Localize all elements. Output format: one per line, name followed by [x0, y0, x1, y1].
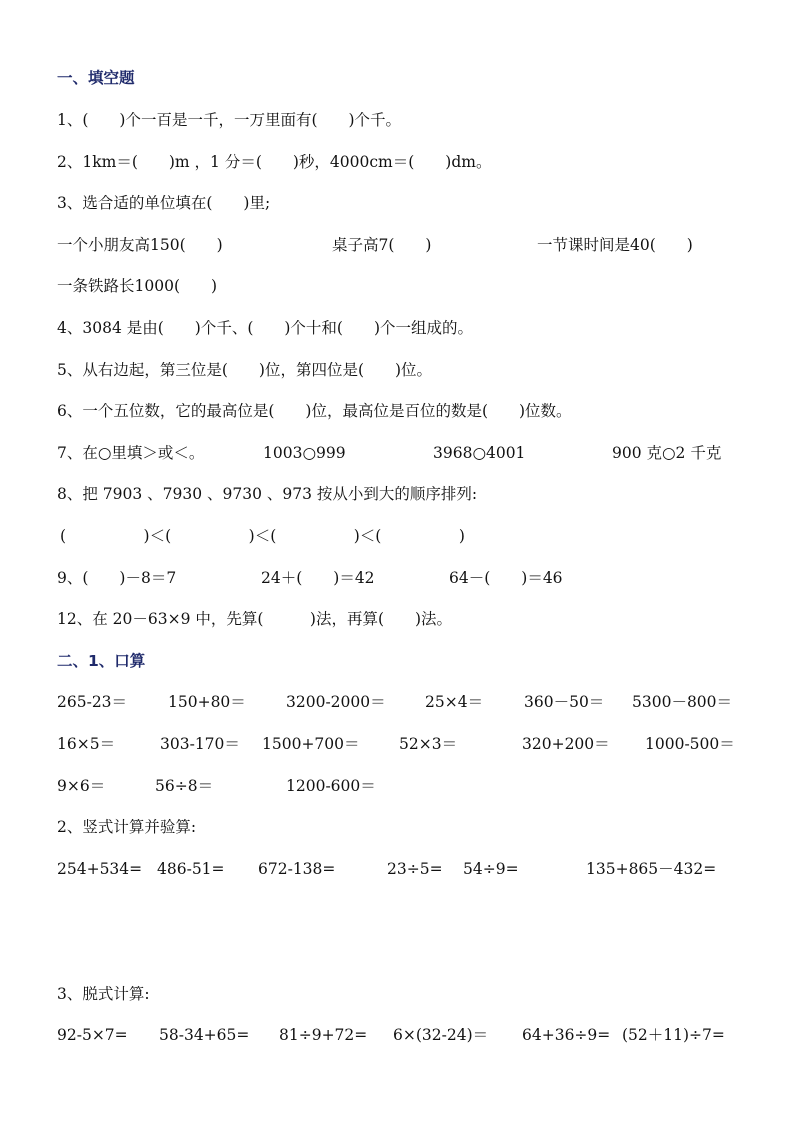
question-9: [0, 566, 794, 590]
oral-item: 303-170＝: [160, 735, 240, 753]
oral-item: 265-23＝: [57, 693, 128, 711]
calc-item: 135+865－432=: [586, 860, 717, 878]
question-1: [0, 108, 794, 132]
compare-item: 3968○4001: [433, 444, 526, 462]
calc-item: 64+36÷9=: [522, 1026, 611, 1044]
oral-row: [0, 690, 794, 714]
subsection-title: 2、竖式计算并验算:: [57, 818, 197, 836]
subsection-title: 3、脱式计算:: [57, 985, 150, 1003]
calc-item: 6×(32-24)＝: [393, 1026, 489, 1044]
vertical-calc-row: [0, 857, 794, 881]
unit-item: 桌子高7( ): [332, 236, 432, 254]
equation-item: 24＋( )＝42: [261, 569, 375, 587]
question-3: [0, 191, 794, 215]
question-text: 3、选合适的单位填在( )里;: [57, 194, 271, 212]
oral-item: 1200-600＝: [286, 777, 376, 795]
oral-item: 56÷8＝: [155, 777, 214, 795]
step-calc-row: [0, 1023, 794, 1047]
oral-item: 1000-500＝: [645, 735, 735, 753]
oral-item: 52×3＝: [399, 735, 458, 753]
calc-item: 54÷9=: [463, 860, 519, 878]
equation-item: 9、( )－8＝7: [57, 569, 177, 587]
question-text: 7、在○里填＞或＜。: [57, 444, 205, 462]
question-text: 5、从右边起，第三位是( )位，第四位是( )位。: [57, 361, 433, 379]
calc-item: (52＋11)÷7=: [622, 1026, 725, 1044]
oral-row: [0, 732, 794, 756]
question-4: [0, 316, 794, 340]
oral-item: 360－50＝: [524, 693, 605, 711]
calc-item: 254+534=: [57, 860, 143, 878]
oral-item: 9×6＝: [57, 777, 106, 795]
unit-item: 一条铁路长1000( ): [57, 277, 218, 295]
equation-item: 64－( )＝46: [449, 569, 563, 587]
calc-item: 81÷9+72=: [279, 1026, 368, 1044]
question-text: 12、在 20－63×9 中，先算( )法，再算( )法。: [57, 610, 453, 628]
calc-item: 92-5×7=: [57, 1026, 128, 1044]
oral-item: 150+80＝: [168, 693, 246, 711]
question-7: [0, 441, 794, 465]
question-6: [0, 399, 794, 423]
oral-item: 16×5＝: [57, 735, 116, 753]
oral-item: 25×4＝: [425, 693, 484, 711]
question-8-order: [0, 524, 794, 548]
unit-item: 一个小朋友高150( ): [57, 236, 223, 254]
unit-item: 一节课时间是40( ): [537, 236, 693, 254]
question-text: 1、( )个一百是一千，一万里面有( )个千。: [57, 111, 402, 129]
question-12: [0, 607, 794, 631]
question-text: 8、把 7903 、7930 、9730 、973 按从小到大的顺序排列:: [57, 485, 478, 503]
section1-heading-row: [0, 66, 794, 90]
calc-item: 486-51=: [157, 860, 225, 878]
question-2: [0, 150, 794, 174]
step-calc-title-row: [0, 982, 794, 1006]
question-5: [0, 358, 794, 382]
vertical-calc-title-row: [0, 815, 794, 839]
section-heading: 二、1、口算: [57, 652, 146, 670]
compare-item: 900 克○2 千克: [612, 444, 722, 462]
question-text: 4、3084 是由( )个千、( )个十和( )个一组成的。: [57, 319, 474, 337]
compare-item: 1003○999: [263, 444, 346, 462]
oral-item: 320+200＝: [522, 735, 610, 753]
question-text: 2、1km＝( )m ，1 分＝( )秒，4000cm＝( )dm。: [57, 153, 492, 171]
question-8: [0, 482, 794, 506]
question-text: 6、一个五位数，它的最高位是( )位，最高位是百位的数是( )位数。: [57, 402, 572, 420]
question-3-items-2: [0, 274, 794, 298]
calc-item: 58-34+65=: [159, 1026, 250, 1044]
oral-item: 1500+700＝: [262, 735, 360, 753]
oral-row: [0, 774, 794, 798]
section-heading: 一、填空题: [57, 69, 135, 87]
order-blanks: ( )＜( )＜( )＜( ): [60, 527, 465, 545]
calc-item: 672-138=: [258, 860, 336, 878]
oral-item: 3200-2000＝: [286, 693, 386, 711]
question-3-items: [0, 233, 794, 257]
section2-heading-row: [0, 649, 794, 673]
oral-item: 5300－800＝: [632, 693, 733, 711]
calc-item: 23÷5=: [387, 860, 443, 878]
